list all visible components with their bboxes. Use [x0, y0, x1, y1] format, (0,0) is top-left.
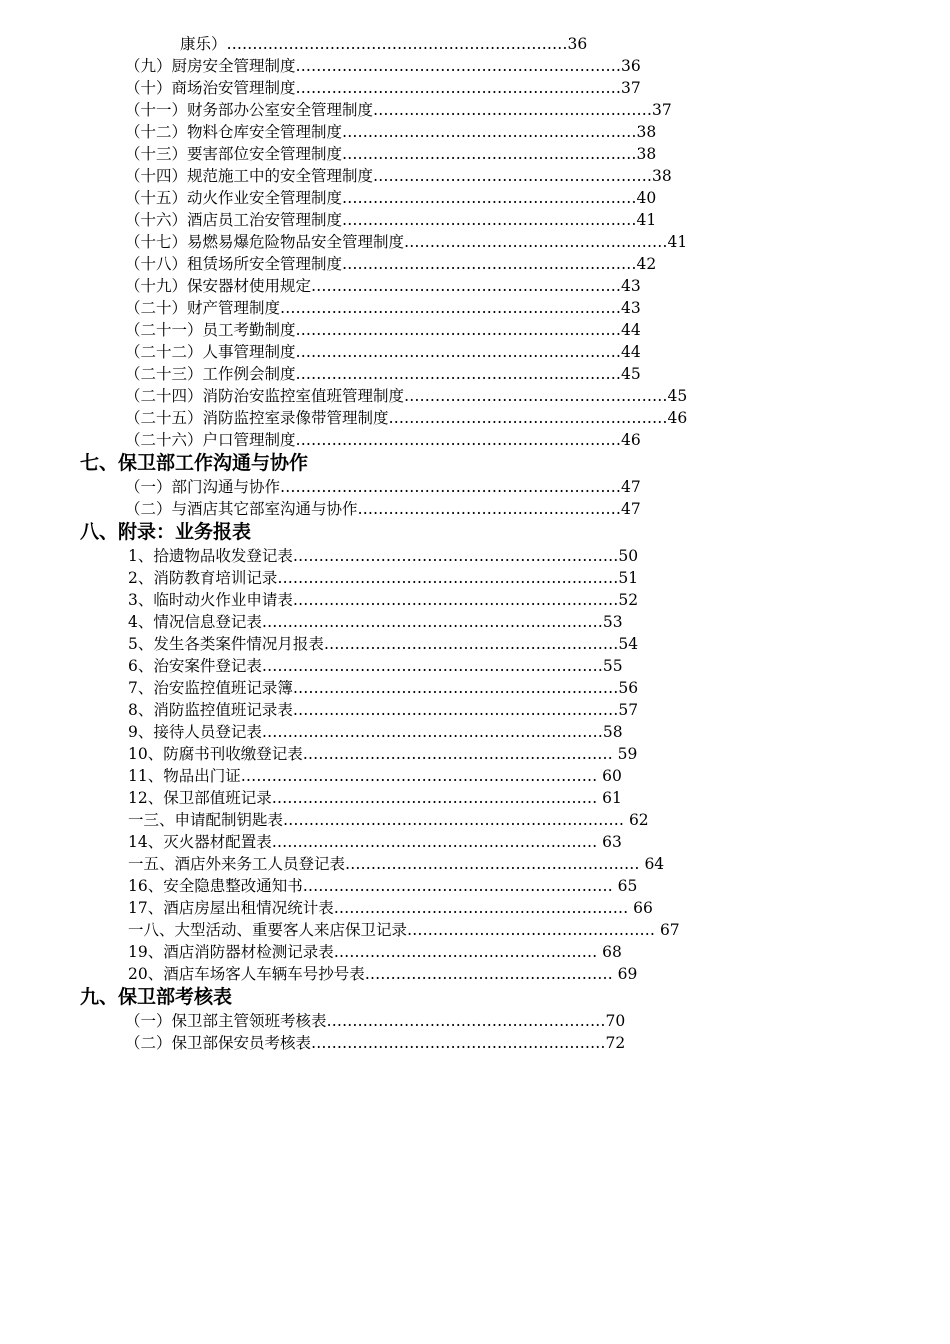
toc-entry: （十三）要害部位安全管理制度…………………………………………………38	[125, 145, 657, 163]
toc-entry: 康乐）…………………………………………………………36	[180, 35, 588, 53]
toc-entry: 19、酒店消防器材检测记录表…………………………………………… 68	[128, 943, 622, 961]
toc-entry: 8、消防监控值班记录表………………………………………………………57	[128, 701, 639, 719]
toc-entry: 4、情况信息登记表…………………………………………………………53	[128, 613, 623, 631]
toc-entry: 14、灭火器材配置表……………………………………………………… 63	[128, 833, 622, 851]
toc-entry: 20、酒店车场客人车辆车号抄号表………………………………………… 69	[128, 965, 638, 983]
toc-entry: 12、保卫部值班记录……………………………………………………… 61	[128, 789, 622, 807]
toc-entry: （九）厨房安全管理制度………………………………………………………36	[125, 57, 641, 75]
toc-entry: （十四）规范施工中的安全管理制度………………………………………………38	[125, 167, 672, 185]
toc-entry: （二十六）户口管理制度………………………………………………………46	[125, 431, 641, 449]
toc-entry: 6、治安案件登记表…………………………………………………………55	[128, 657, 623, 675]
toc-entry: 16、安全隐患整改通知书…………………………………………………… 65	[128, 877, 638, 895]
toc-entry: 9、接待人员登记表…………………………………………………………58	[128, 723, 623, 741]
section-heading: 九、保卫部考核表	[80, 986, 233, 1008]
toc-entry: （十八）租赁场所安全管理制度…………………………………………………42	[125, 255, 657, 273]
toc-entry: 5、发生各类案件情况月报表…………………………………………………54	[128, 635, 639, 653]
toc-entry: 一三、申请配制钥匙表………………………………………………………… 62	[128, 811, 649, 829]
toc-entry: （十）商场治安管理制度………………………………………………………37	[125, 79, 641, 97]
toc-entry: 17、酒店房屋出租情况统计表………………………………………………… 66	[128, 899, 653, 917]
toc-entry: （二十三）工作例会制度………………………………………………………45	[125, 365, 641, 383]
toc-entry: 一八、大型活动、重要客人来店保卫记录………………………………………… 67	[128, 921, 680, 939]
toc-entry: （十九）保安器材使用规定……………………………………………………43	[125, 277, 641, 295]
toc-entry: （十五）动火作业安全管理制度…………………………………………………40	[125, 189, 657, 207]
toc-entry: （十六）酒店员工治安管理制度…………………………………………………41	[125, 211, 657, 229]
toc-entry: （十二）物料仓库安全管理制度…………………………………………………38	[125, 123, 657, 141]
toc-entry: 一五、酒店外来务工人员登记表………………………………………………… 64	[128, 855, 665, 873]
toc-entry: （二十二）人事管理制度………………………………………………………44	[125, 343, 641, 361]
toc-entry: 3、临时动火作业申请表………………………………………………………52	[128, 591, 639, 609]
toc-entry: （二十五）消防监控室录像带管理制度………………………………………………46	[125, 409, 688, 427]
toc-entry: （一）保卫部主管领班考核表………………………………………………70	[125, 1012, 626, 1030]
toc-entry: （二）与酒店其它部室沟通与协作……………………………………………47	[125, 500, 641, 518]
toc-entry: （十一）财务部办公室安全管理制度………………………………………………37	[125, 101, 672, 119]
section-heading: 七、保卫部工作沟通与协作	[80, 452, 309, 474]
toc-entry: （一）部门沟通与协作…………………………………………………………47	[125, 478, 641, 496]
toc-entry: （二十）财产管理制度…………………………………………………………43	[125, 299, 641, 317]
toc-entry: 1、拾遗物品收发登记表………………………………………………………50	[128, 547, 639, 565]
toc-entry: （二十四）消防治安监控室值班管理制度……………………………………………45	[125, 387, 688, 405]
toc-entry: （十七）易燃易爆危险物品安全管理制度……………………………………………41	[125, 233, 688, 251]
toc-entry: （二）保卫部保安员考核表…………………………………………………72	[125, 1034, 626, 1052]
toc-entry: 2、消防教育培训记录…………………………………………………………51	[128, 569, 639, 587]
section-heading: 八、附录：业务报表	[80, 521, 252, 543]
toc-entry: 10、防腐书刊收缴登记表…………………………………………………… 59	[128, 745, 638, 763]
toc-entry: 7、治安监控值班记录簿………………………………………………………56	[128, 679, 639, 697]
toc-entry: （二十一）员工考勤制度………………………………………………………44	[125, 321, 641, 339]
toc-entry: 11、物品出门证…………………………………………………………… 60	[128, 767, 622, 785]
